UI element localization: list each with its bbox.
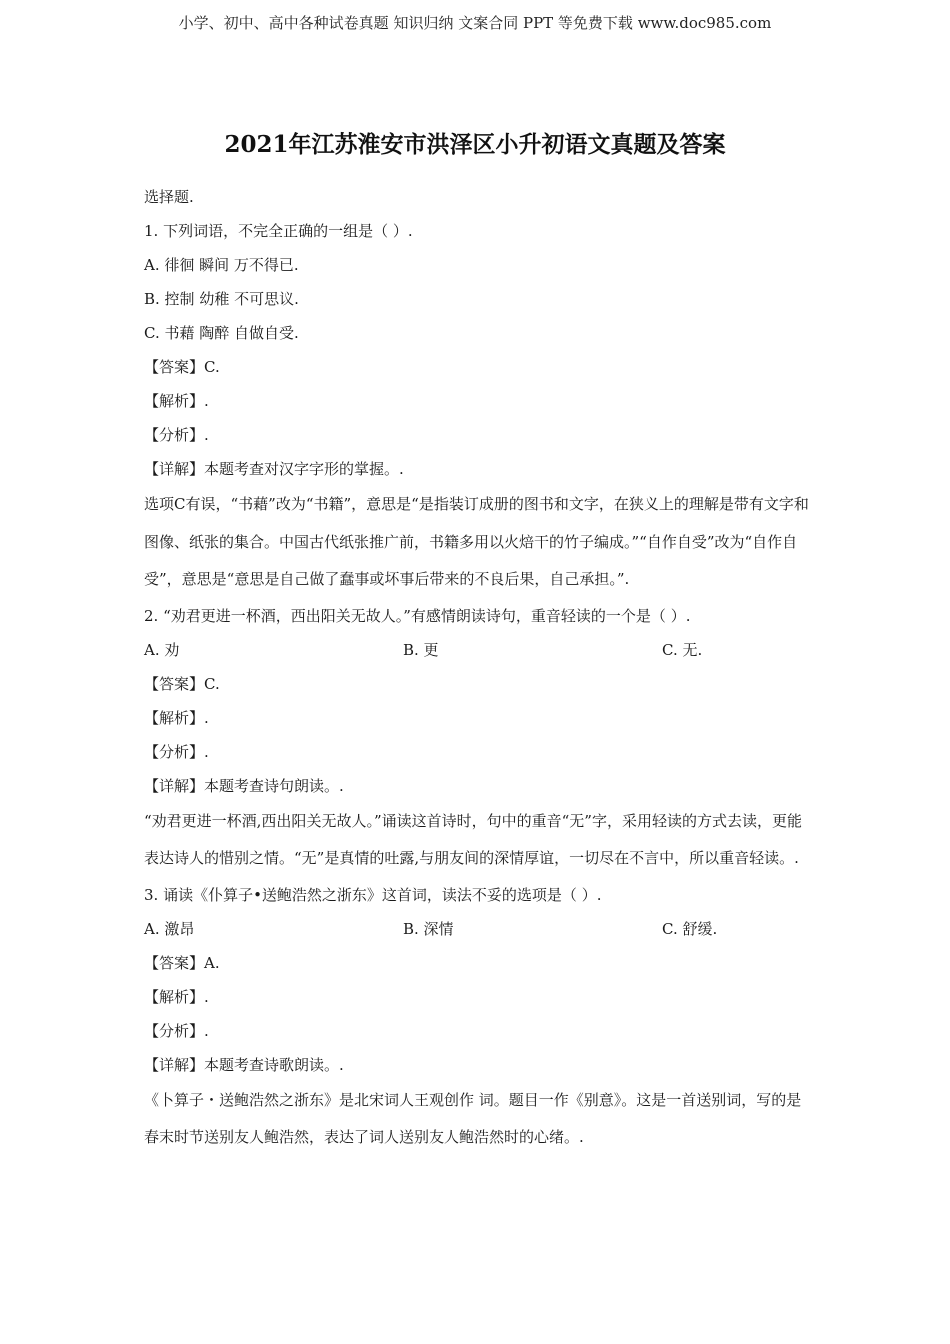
detail: 【详解】本题考查诗歌朗读。. bbox=[144, 1055, 344, 1074]
detail: 【详解】本题考查对汉字字形的掌握。. bbox=[144, 460, 404, 478]
fenxi: 【分析】. bbox=[144, 426, 209, 444]
page-title: 2021年江苏淮安市洪泽区小升初语文真题及答案 bbox=[224, 131, 726, 158]
question-stem: 1. 下列词语，不完全正确的一组是（ ）. bbox=[144, 222, 413, 240]
site-header: 小学、初中、高中各种试卷真题 知识归纳 文案合同 PPT 等免费下载 www.doc985.com bbox=[178, 14, 772, 32]
option-c: C. 舒缓. bbox=[662, 919, 718, 938]
question-2 bbox=[144, 599, 814, 878]
document-body bbox=[144, 180, 814, 1157]
section-label: 选择题. bbox=[144, 188, 194, 206]
option-a: A. 徘徊 瞬间 万不得已. bbox=[144, 256, 299, 274]
question-1 bbox=[144, 214, 814, 599]
explanation bbox=[144, 486, 814, 599]
option-a: A. 激昂 bbox=[144, 919, 195, 938]
explanation-text: “劝君更进一杯酒,西出阳关无故人。”诵读这首诗时，句中的重音“无”字，采用轻读的方式去读，更能表达诗人的惜别之情。“无”是真情的吐露,与朋友间的深情厚谊，一切尽在不言中，所以重音轻读。. bbox=[144, 811, 802, 867]
explanation bbox=[144, 803, 814, 878]
answer: 【答案】A. bbox=[144, 953, 220, 972]
option-c: C. 书藉 陶醉 自做自受. bbox=[144, 324, 299, 342]
option-c: C. 无. bbox=[662, 640, 703, 659]
explanation-text: 《卜算子・送鲍浩然之浙东》是北宋词人王观创作 词。题目一作《别意》。这是一首送别词，写的是春末时节送别友人鲍浩然，表达了词人送别友人鲍浩然时的心绪。. bbox=[144, 1090, 802, 1146]
explanation-text: 选项C有误，“书藉”改为“书籍”，意思是“是指装订成册的图书和文字，在狭义上的理解是带有文字和图像、纸张的集合。中国古代纸张推广前，书籍多用以火焙干的竹子编成。”“自作自受”改为“自作自受”，意思是“意思是自己做了蠢事或坏事后带来的不良后果，自己承担。”. bbox=[144, 495, 809, 588]
option-a: A. 劝 bbox=[144, 640, 180, 659]
question-stem: 3. 诵读《仆算子•送鲍浩然之浙东》这首词，读法不妥的选项是（ ）. bbox=[144, 885, 602, 904]
fenxi: 【分析】. bbox=[144, 742, 209, 761]
question-stem: 2. “劝君更进一杯酒，西出阳关无故人。”有感情朗读诗句，重音轻读的一个是（ ）. bbox=[144, 606, 691, 625]
option-b: B. 控制 幼稚 不可思议. bbox=[144, 290, 299, 308]
options-row bbox=[144, 633, 814, 667]
jiexi: 【解析】. bbox=[144, 392, 209, 410]
options-row bbox=[144, 912, 814, 946]
question-3 bbox=[144, 878, 814, 1157]
fenxi: 【分析】. bbox=[144, 1021, 209, 1040]
option-b: B. 深情 bbox=[403, 919, 454, 938]
option-b: B. 更 bbox=[403, 640, 439, 659]
answer: 【答案】C. bbox=[144, 674, 220, 693]
detail: 【详解】本题考查诗句朗读。. bbox=[144, 776, 344, 795]
answer: 【答案】C. bbox=[144, 358, 220, 376]
explanation bbox=[144, 1082, 814, 1157]
jiexi: 【解析】. bbox=[144, 708, 209, 727]
jiexi: 【解析】. bbox=[144, 987, 209, 1006]
